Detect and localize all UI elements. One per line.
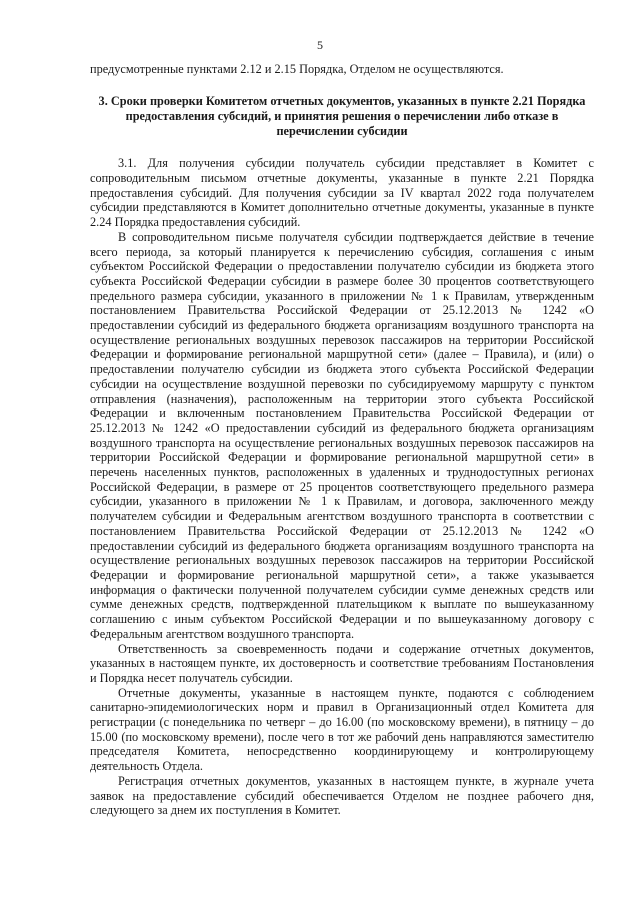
document-body <box>90 62 594 818</box>
paragraph: Отчетные документы, указанные в настоящем пункте, подаются с соблюдением санитарно-эпидемиологических норм и правил в Организационный отдел Комитета для регистрации (с понедельника по четверг – до 16.00 (по московскому времени), в пятницу – до 15.00 (по московскому времени), после чего в тот же рабочий день направляются заместителю председателя Комитета, непосредственно координирующему и контролирующему деятельность Отдела. <box>90 685 594 774</box>
paragraph: 3.1. Для получения субсидии получатель субсидии представляет в Комитет с сопроводительным письмом отчетные документы, указанные в пункте 2.21 Порядка предоставления субсидий. Для получения субсидии за IV квартал 2022 года получателем субсидии представляются в Комитет дополнительно отчетные документы, указанные в пункте 2.24 Порядка предоставления субсидий. <box>90 156 594 230</box>
paragraph: В сопроводительном письме получателя субсидии подтверждается действие в течение всего периода, за который планируется к перечислению субсидия, соглашения с иным субъектом Российской Федерации о предоставлении получателю субсидии из бюджета этого субъекта Российской Федерации субсидии в размере более 30 процентов соответствующего предельного размера субсидии, указанного в приложении № 1 к Правилам, утвержденным постановлением Правительства Российской Федерации от 25.12.2013 № 1242 «О предоставлении субсидий из федерального бюджета организациям воздушного транспорта на осуществление региональных воздушных перевозок пассажиров на территории Российской Федерации и формирование региональной маршрутной сети» (далее – Правила), и (или) о предоставлении получателю субсидии из бюджета этого субъекта Российской Федерации субсидии на осуществление воздушной перевозки по субсидируемому маршруту с пунктом отправления (назначения), расположенным на территории этого субъекта Российской Федерации и включенным постановлением Правительства Российской Федерации от 25.12.2013 № 1242 «О предоставлении субсидий из федерального бюджета организациям воздушного транспорта на осуществление региональных воздушных перевозок пассажиров на территории Российской Федерации и формирование региональной маршрутной сети» в перечень населенных пунктов, расположенных в удаленных и труднодоступных регионах Российской Федерации, в размере от 25 процентов соответствующего предельного размера субсидии, указанного в приложении № 1 к Правилам, и договора, заключенного между получателем субсидии и Федеральным агентством воздушного транспорта в соответствии с постановлением Правительства Российской Федерации от 25.12.2013 № 1242 «О предоставлении субсидий из федерального бюджета организациям воздушного транспорта на осуществление региональных воздушных перевозок пассажиров на территории Российской Федерации и формирование региональной маршрутной сети», а также указывается информация о фактически полученной получателем субсидии сумме денежных средств или сумме денежных средств, подтвержденной плательщиком к выплате по вышеуказанному соглашению с иным субъектом Российской Федерации и по вышеуказанному договору с Федеральным агентством воздушного транспорта. <box>90 229 594 641</box>
paragraph: Ответственность за своевременность подачи и содержание отчетных документов, указанных в настоящем пункте, их достоверность и соответствие требованиям Постановления и Порядка несет получатель субсидии. <box>90 641 594 685</box>
section-heading: 3. Сроки проверки Комитетом отчетных документов, указанных в пункте 2.21 Порядка предоставления субсидий, и принятия решения о перечислении либо отказе в перечислении субсидии <box>98 93 586 139</box>
paragraph: Регистрация отчетных документов, указанных в настоящем пункте, в журнале учета заявок на предоставление субсидий обеспечивается Отделом не позднее рабочего дня, следующего за днем их поступления в Комитет. <box>90 773 594 818</box>
top-continuation-text: предусмотренные пунктами 2.12 и 2.15 Порядка, Отделом не осуществляются. <box>90 62 504 76</box>
page-number: 5 <box>317 38 323 52</box>
